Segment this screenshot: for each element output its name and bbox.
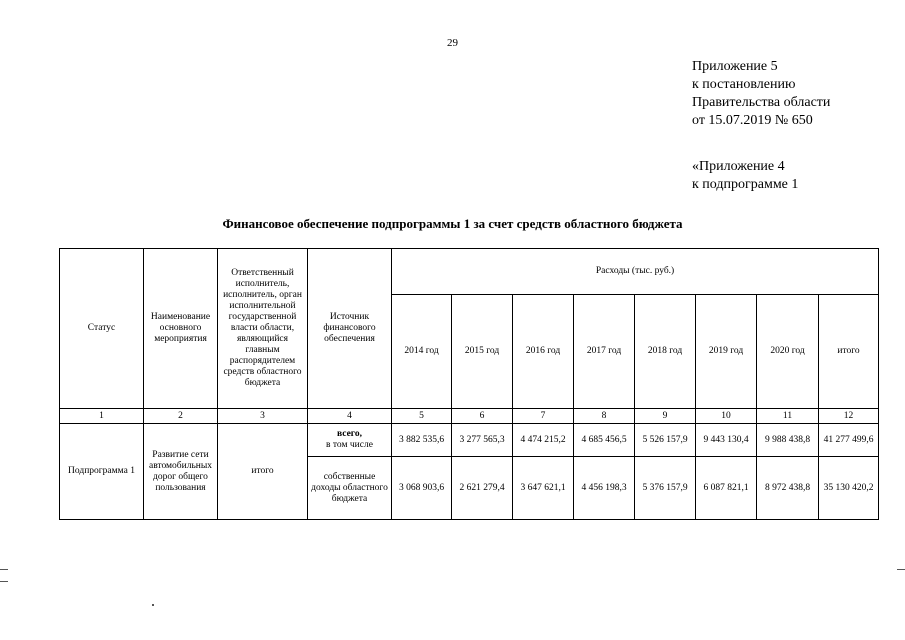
header-executor: Ответственный исполнитель, исполнитель, орган исполнительной государственной власти области, являющийся главным распорядителем средств областного бюджета <box>218 249 308 409</box>
scan-mark <box>152 604 154 606</box>
header-total: итого <box>819 295 879 409</box>
scan-mark <box>0 569 8 570</box>
column-number: 2 <box>144 409 218 424</box>
header-expenses: Расходы (тыс. руб.) <box>392 249 879 295</box>
value-cell: 5 376 157,9 <box>635 457 696 520</box>
value-cell: 4 474 215,2 <box>513 424 574 457</box>
executor-cell: итого <box>218 424 308 520</box>
appendix-block <box>692 58 830 130</box>
column-number: 3 <box>218 409 308 424</box>
header-activity: Наименование основного мероприятия <box>144 249 218 409</box>
column-number: 9 <box>635 409 696 424</box>
appendix-line: к подпрограмме 1 <box>692 177 799 192</box>
value-cell: 35 130 420,2 <box>819 457 879 520</box>
table-row <box>60 424 879 457</box>
value-cell: 5 526 157,9 <box>635 424 696 457</box>
value-cell: 6 087 821,1 <box>696 457 757 520</box>
header-year: 2018 год <box>635 295 696 409</box>
value-cell: 8 972 438,8 <box>757 457 819 520</box>
scan-mark <box>897 569 905 570</box>
appendix-line: от 15.07.2019 № 650 <box>692 113 813 128</box>
scan-mark <box>0 581 8 582</box>
appendix-line: к постановлению <box>692 77 796 92</box>
column-number: 12 <box>819 409 879 424</box>
column-number: 10 <box>696 409 757 424</box>
value-cell: 3 068 903,6 <box>392 457 452 520</box>
appendix-block-2 <box>692 158 798 194</box>
column-number: 7 <box>513 409 574 424</box>
header-year: 2016 год <box>513 295 574 409</box>
column-number: 4 <box>308 409 392 424</box>
financing-table <box>59 248 879 520</box>
value-cell: 3 882 535,6 <box>392 424 452 457</box>
value-cell: 4 456 198,3 <box>574 457 635 520</box>
value-cell: 3 647 621,1 <box>513 457 574 520</box>
header-year: 2015 год <box>452 295 513 409</box>
header-source: Источник финансового обеспечения <box>308 249 392 409</box>
column-number: 6 <box>452 409 513 424</box>
header-status: Статус <box>60 249 144 409</box>
source-total-label: всего, <box>337 429 362 439</box>
appendix-line: Правительства области <box>692 95 831 110</box>
column-numbers-row <box>60 409 879 424</box>
value-cell: 4 685 456,5 <box>574 424 635 457</box>
column-number: 11 <box>757 409 819 424</box>
value-cell: 41 277 499,6 <box>819 424 879 457</box>
page-number: 29 <box>447 37 458 49</box>
header-year: 2019 год <box>696 295 757 409</box>
value-cell: 9 443 130,4 <box>696 424 757 457</box>
document-title: Финансовое обеспечение подпрограммы 1 за счет средств областного бюджета <box>222 216 683 231</box>
source-total-sublabel: в том числе <box>326 440 373 450</box>
header-year: 2014 год <box>392 295 452 409</box>
value-cell: 9 988 438,8 <box>757 424 819 457</box>
appendix-line: «Приложение 4 <box>692 159 785 174</box>
value-cell: 2 621 279,4 <box>452 457 513 520</box>
activity-cell: Развитие сети автомобильных дорог общего пользования <box>144 424 218 520</box>
header-year: 2017 год <box>574 295 635 409</box>
column-number: 1 <box>60 409 144 424</box>
value-cell: 3 277 565,3 <box>452 424 513 457</box>
column-number: 5 <box>392 409 452 424</box>
header-year: 2020 год <box>757 295 819 409</box>
source-total-cell <box>308 424 392 457</box>
source-own-cell: собственные доходы областного бюджета <box>308 457 392 520</box>
appendix-line: Приложение 5 <box>692 59 778 74</box>
status-cell: Подпрограмма 1 <box>60 424 144 520</box>
column-number: 8 <box>574 409 635 424</box>
